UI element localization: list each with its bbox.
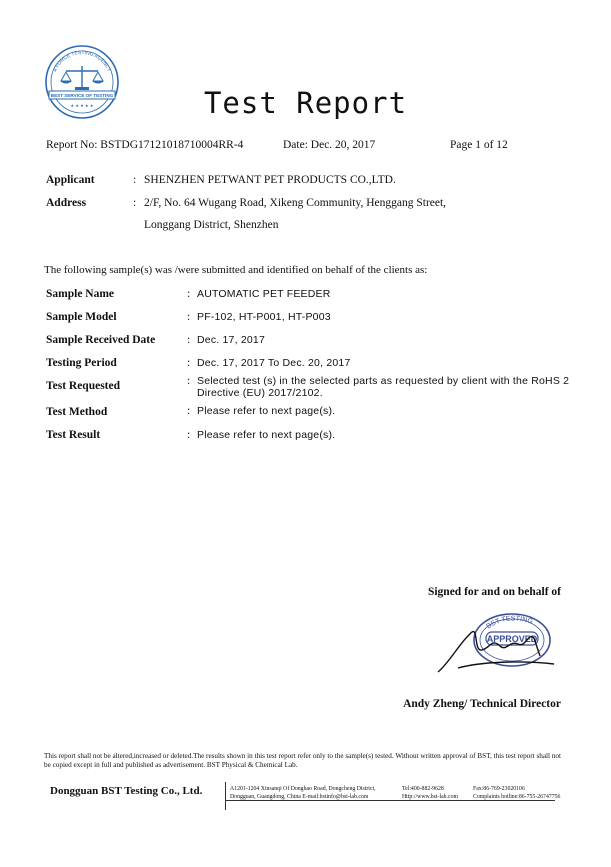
- applicant-label: Applicant: [46, 174, 95, 186]
- row-colon: :: [187, 429, 191, 441]
- testing-period-value: Dec. 17, 2017 To Dec. 20, 2017: [197, 357, 351, 369]
- row-colon: :: [187, 311, 191, 323]
- test-result-value: Please refer to next page(s).: [197, 429, 336, 441]
- intro-text: The following sample(s) was /were submitted and identified on behalf of the clients as:: [44, 264, 428, 276]
- footer-address-line-1: A1201-1204 Xinsanqi Of Donghao Road, Dongcheng District,: [230, 786, 376, 792]
- row-colon: :: [187, 288, 191, 300]
- row-colon: :: [187, 405, 191, 417]
- footer-address-line-2: Dongguan, Guangdong, China E-mail:bstinfo@bst-lab.com: [230, 794, 369, 800]
- applicant-colon: :: [133, 174, 137, 186]
- address-line-1: 2/F, No. 64 Wugang Road, Xikeng Community, Henggang Street,: [144, 197, 447, 209]
- logo-stars: ★ ★ ★ ★ ★: [70, 103, 94, 108]
- test-requested-value-line-1: Selected test (s) in the selected parts as requested by client with the RoHS 2: [197, 375, 570, 387]
- page-title: Test Report: [203, 86, 408, 120]
- report-number: Report No: BSTDG17121018710004RR-4: [46, 139, 244, 151]
- applicant-value: SHENZHEN PETWANT PET PRODUCTS CO.,LTD.: [144, 174, 396, 186]
- test-requested-value-line-2: Directive (EU) 2017/2102.: [197, 387, 323, 399]
- sample-name-value: AUTOMATIC PET FEEDER: [197, 288, 331, 300]
- sample-received-value: Dec. 17, 2017: [197, 334, 265, 346]
- row-colon: :: [187, 357, 191, 369]
- row-colon: :: [187, 334, 191, 346]
- sample-model-value: PF-102, HT-P001, HT-P003: [197, 311, 331, 323]
- report-date: Date: Dec. 20, 2017: [283, 139, 376, 151]
- logo-banner-text: BEST SERVICE OF TESTING: [50, 93, 114, 98]
- footer-company: Dongguan BST Testing Co., Ltd.: [50, 785, 203, 797]
- address-colon: :: [133, 197, 137, 209]
- signed-for-text: Signed for and on behalf of: [427, 586, 561, 598]
- logo-ring-text: A FORCE TESTING AGENCY: [52, 49, 112, 73]
- test-method-label: Test Method: [46, 406, 108, 418]
- footer-web[interactable]: Http://www.bst-lab.com: [402, 794, 458, 800]
- sample-received-label: Sample Received Date: [46, 334, 156, 346]
- stamp-center-text: APPROVED: [486, 634, 538, 644]
- sample-name-label: Sample Name: [46, 288, 115, 300]
- address-label: Address: [46, 197, 87, 209]
- stamp-ring-text: BST TESTING: [485, 615, 534, 631]
- footer-fax: Fax:86-769-23020106: [473, 786, 525, 792]
- row-colon: :: [187, 375, 191, 387]
- footer-divider: [225, 782, 226, 810]
- page-number: Page 1 of 12: [450, 139, 508, 151]
- footer-complaints: Complaints hotline:86-755-26747756: [473, 794, 561, 800]
- address-line-2: Longgang District, Shenzhen: [144, 219, 279, 231]
- test-requested-label: Test Requested: [46, 380, 121, 392]
- signer-name: Andy Zheng/ Technical Director: [403, 698, 561, 710]
- footer-tel: Tel:400-882-9628: [402, 786, 444, 792]
- disclaimer-text: This report shall not be altered,increased or deleted.The results shown in this test report refer only to the sample(s) tested. Without written approval of BST, this test report shall not be copied except in full and published as advertisement. BST Physical & Chemical Lab.: [44, 752, 562, 769]
- approved-stamp: [430, 602, 560, 684]
- test-method-value: Please refer to next page(s).: [197, 405, 336, 417]
- sample-model-label: Sample Model: [46, 311, 117, 323]
- test-result-label: Test Result: [46, 429, 101, 441]
- testing-period-label: Testing Period: [46, 357, 117, 369]
